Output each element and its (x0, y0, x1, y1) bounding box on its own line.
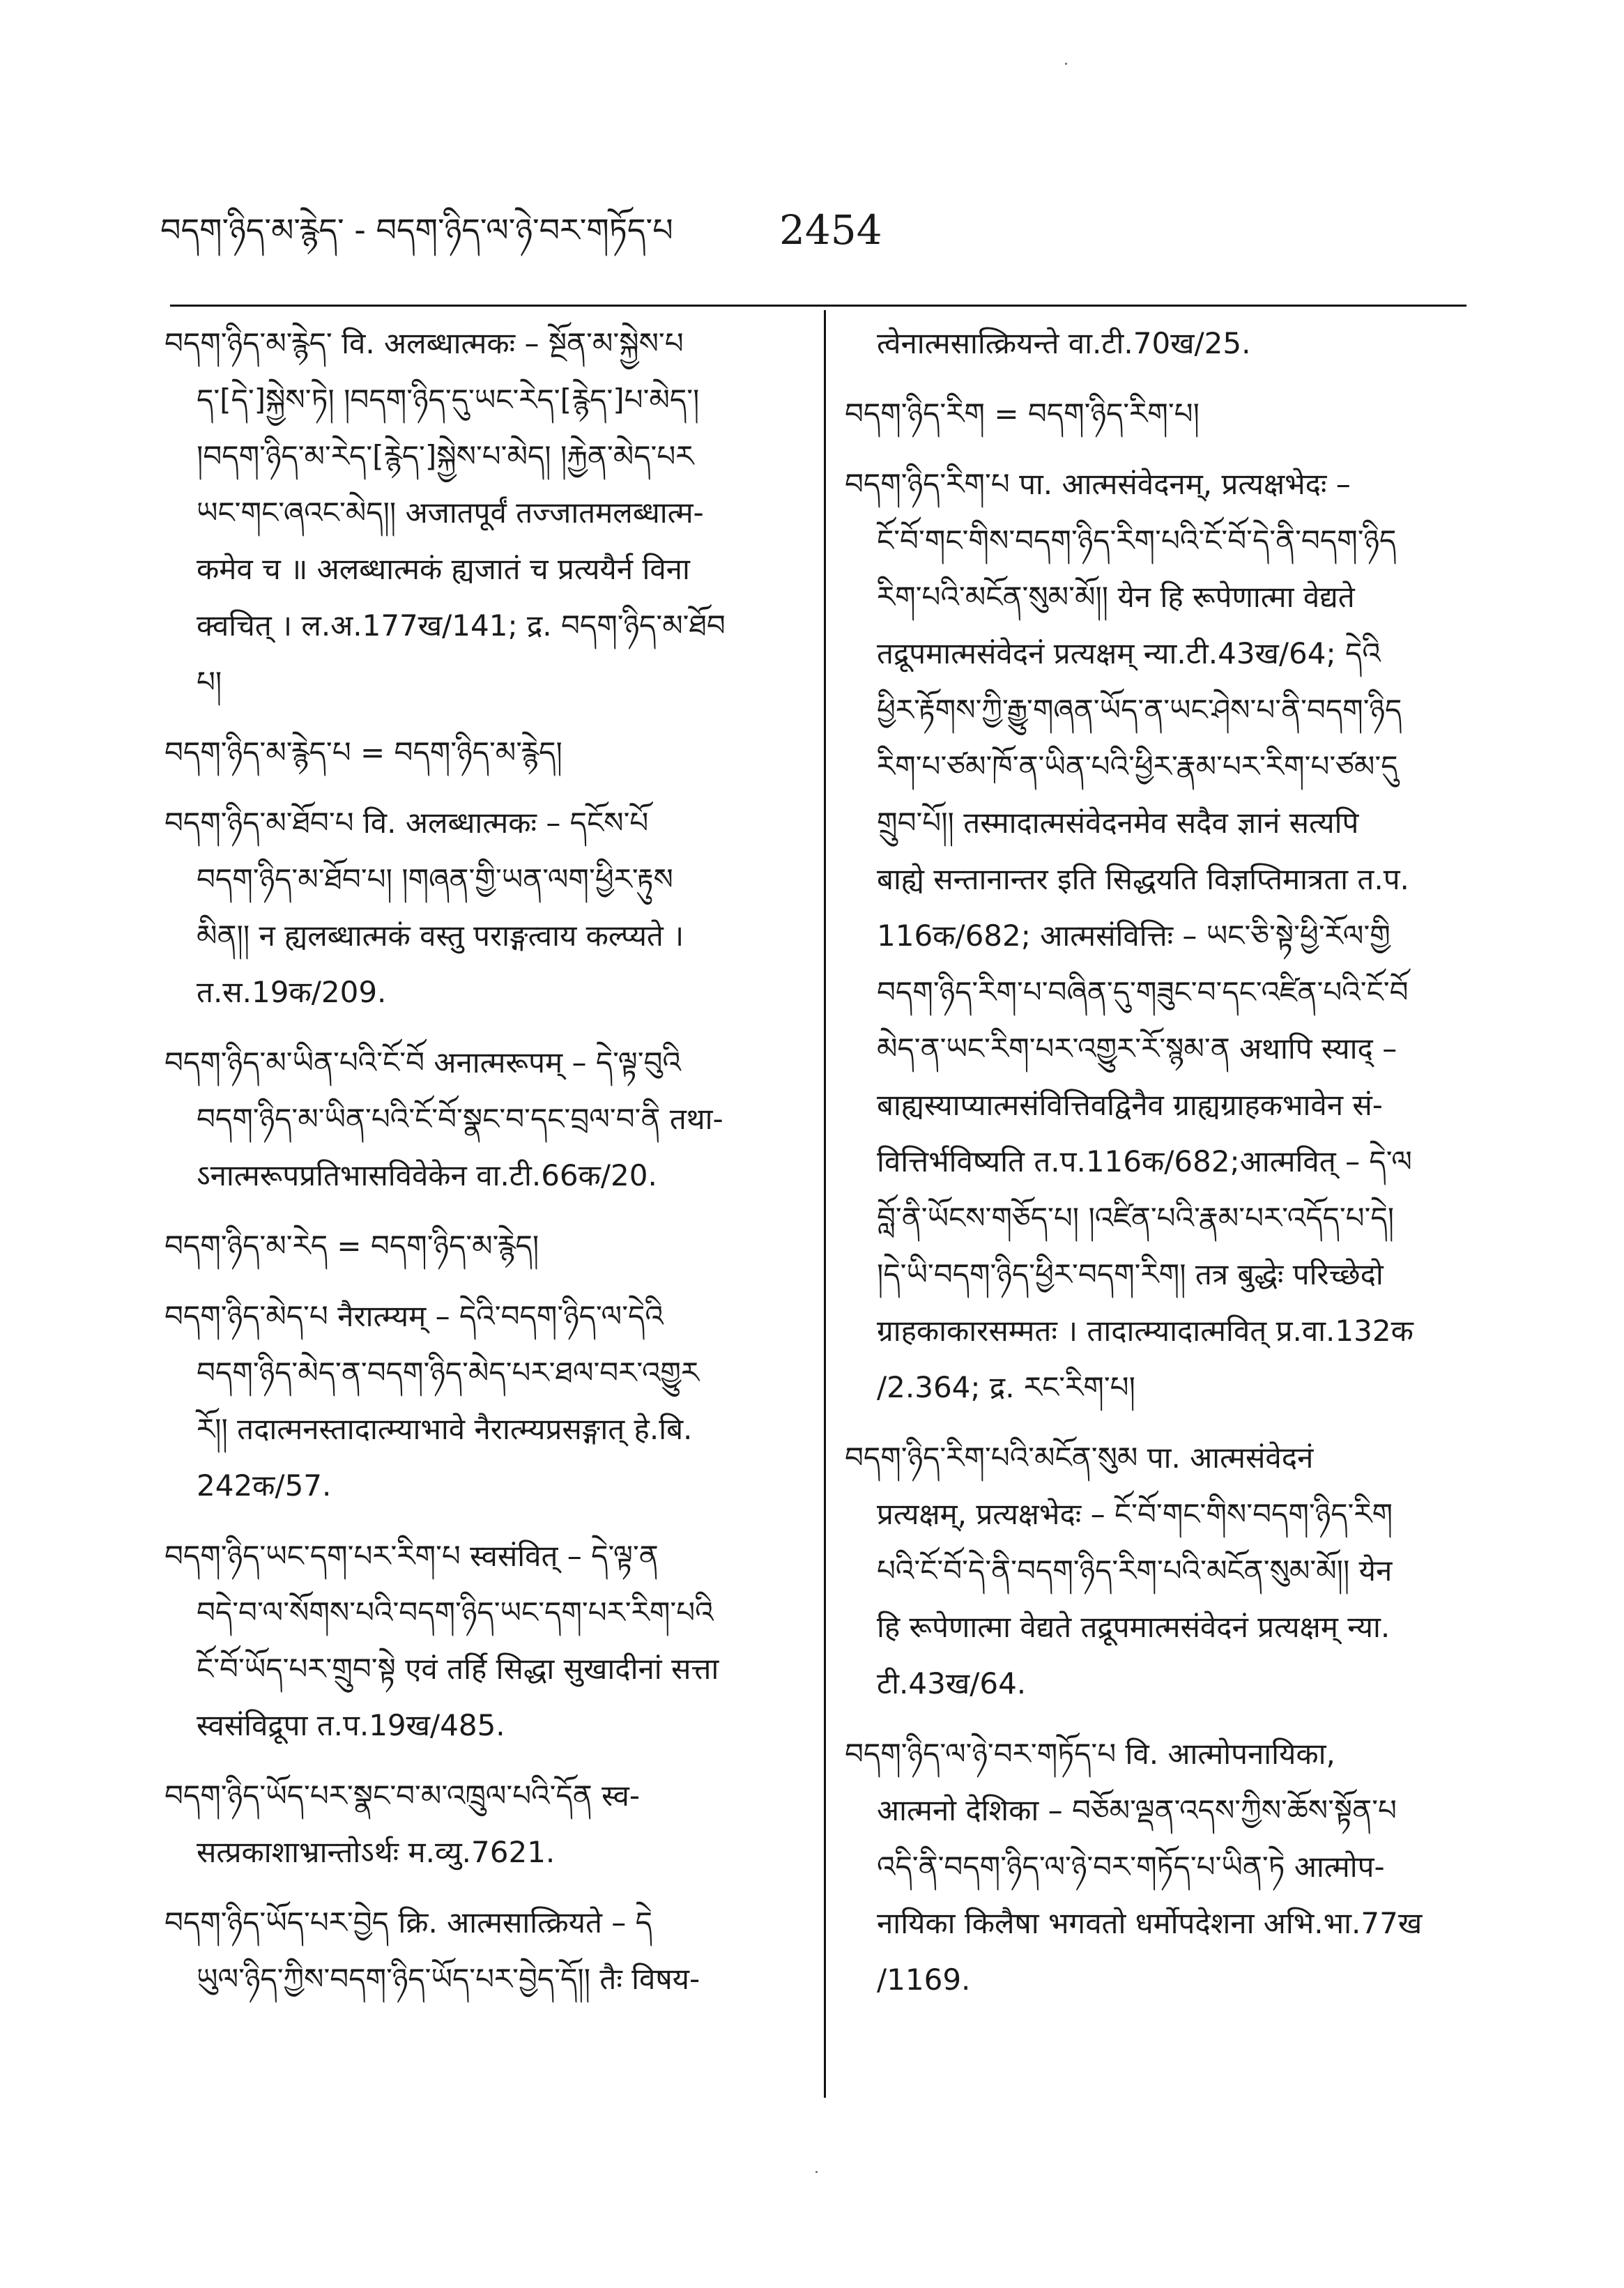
entry-line: བདག་ཉིད་མེད་ན་བདག་ཉིད་མེད་པར་ཐལ་བར་འགྱུར (197, 1356, 700, 1390)
entry-line: तद्रूपमात्मसंवेदनं प्रत्यक्षम् न्या.टी.43ख/64; དེའི (877, 636, 1381, 670)
entry-line: टी.43ख/64. (877, 1666, 1027, 1700)
dictionary-entry (164, 1767, 792, 1880)
entry-line: བདག་ཉིད་རིག་པ་བཞིན་དུ་གཟུང་བ་དང་འཛིན་པའི་ངོ་བོ (877, 975, 1409, 1009)
entry-line: ཡུལ་ཉིད་ཀྱིས་བདག་ཉིད་ཡོད་པར་བྱེད་དོ།། तैः विषय- (197, 1962, 700, 1996)
entry-line: བདག་ཉིད་ལ་ཉེ་བར་གཏོད་པ वि. आत्मोपनायिका, (845, 1737, 1335, 1771)
right-column (845, 315, 1458, 2022)
entry-line: བདག་ཉིད་རིག = བདག་ཉིད་རིག་པ། (845, 397, 1200, 431)
scan-speck (815, 2171, 818, 2173)
dictionary-entry (164, 724, 792, 781)
entry-line: བདག་ཉིད་མ་རྙེད་པ = བདག་ཉིད་མ་རྙེད། (164, 735, 562, 769)
entry-line: आत्मनो देशिका – བཅོམ་ལྡན་འདས་ཀྱིས་ཆོས་སྟོན་པ (877, 1793, 1397, 1827)
entry-line: नायिका किलैषा भगवतो धर्मोपदेशना अभि.भा.77ख (877, 1906, 1423, 1940)
entry-line: རིག་པའི་མངོན་སུམ་མོ།། येन हि रूपेणात्मा वेद्यते (877, 580, 1355, 614)
entry-line: ངོ་བོ་གང་གིས་བདག་ཉིད་རིག་པའི་ངོ་བོ་དེ་ནི་བདག་ཉིད (877, 523, 1397, 558)
entry-line: བློ་ནི་ཡོངས་གཅོད་པ། །འཛིན་པའི་རྣམ་པར་འདོད་པ་དེ། (877, 1201, 1395, 1235)
entry-line: ད་[དེ་]སྐྱེས་ཏེ། །བདག་ཉིད་དུ་ཡང་རེད་[རྙེད་]པ་མེད་། (197, 383, 700, 417)
scan-speck (1065, 63, 1067, 65)
column-divider (824, 310, 826, 2098)
entry-line: པའི་ངོ་བོ་དེ་ནི་བདག་ཉིད་རིག་པའི་མངོན་སུམ་མོ།། येन (877, 1553, 1393, 1588)
entry-line: त.स.19क/209. (197, 975, 387, 1009)
entry-line: ཕྱིར་རྟོགས་ཀྱི་རྒྱུ་གཞན་ཡོད་ན་ཡང་ཤེས་པ་ནི་བདག་ཉིད (877, 693, 1402, 727)
entry-line: स्वसंविद्रूपा त.प.19ख/485. (197, 1708, 505, 1742)
entry-line: བདག་ཉིད་མེད་པ नैरात्म्यम् – དེའི་བདག་ཉིད་ལ་དེའི (164, 1299, 664, 1333)
entry-line: གྲུབ་པོ།། तस्मादात्मसंवेदनमेव सदैव ज्ञानं सत्यपि (877, 806, 1359, 840)
entry-line: །བདག་ཉིད་མ་རེད་[རྙེད་]སྐྱེས་པ་མེད། །རྐྱེན་མེད་པར (197, 439, 694, 473)
dictionary-entry (164, 1218, 792, 1274)
entry-line: མེད་ན་ཡང་རིག་པར་འགྱུར་རོ་སྙམ་ན अथापि स्याद् – (877, 1031, 1397, 1066)
dictionary-entry (164, 794, 792, 1020)
entry-line: བདག་ཉིད་མ་རྙེད་ वि. अलब्धात्मकः – སྔོན་མ་སྐྱེས་པ (164, 326, 684, 360)
dictionary-entry (845, 315, 1458, 371)
entry-line: प्रत्यक्षम्, प्रत्यक्षभेदः – ངོ་བོ་གང་གིས་བདག་ཉིད་རིག (877, 1497, 1393, 1531)
entry-line: བདག་ཉིད་ཡོད་པར་བྱེད क्रि. आत्मसात्क्रियते – དེ (164, 1905, 652, 1940)
entry-line: 242क/57. (197, 1468, 332, 1503)
dictionary-entry (164, 1528, 792, 1753)
entry-line: བདག་ཉིད་མ་ཐོབ་པ वि. अलब्धात्मकः – དངོས་པོ (164, 806, 649, 840)
entry-line: ཡང་གང་ཞའང་མེད།། अजातपूर्वं तज्जातमलब्धात्म- (197, 496, 704, 530)
entry-line: རོ།། तदात्मनस्तादात्म्याभावे नैरात्म्यप्रसङ्गात् हे.बि. (197, 1412, 693, 1446)
running-head: བདག་ཉིད་མ་རྙེད་ - བདག་ཉིད་ལ་ཉེ་བར་གཏོད་པ (160, 211, 673, 249)
entry-line: त्वेनात्मसात्क्रियन्ते वा.टी.70ख/25. (877, 326, 1251, 360)
entry-line: མིན།། न ह्यलब्धात्मकं वस्तु पराङ्गत्वाय कल्प्यते । (197, 919, 684, 953)
entry-line: བདག་ཉིད་ཡང་དག་པར་རིག་པ स्वसंवित् – དེ་ལྟ་ན (164, 1539, 659, 1573)
entry-line: वित्तिर्भविष्यति त.प.116क/682;आत्मवित् – དེ་ལ (877, 1144, 1412, 1178)
left-column (164, 315, 792, 2021)
dictionary-entry (164, 1894, 792, 2007)
entry-line: /1169. (877, 1963, 971, 1997)
entry-line: 116क/682; आत्मसंवित्तिः – ཡང་ཅི་སྟེ་ཕྱི་རོལ་གྱི (877, 919, 1391, 953)
entry-line: བདག་ཉིད་མ་ཡིན་པའི་ངོ་བོ་སྣང་བ་དང་བྲལ་བ་ནི तथा- (197, 1102, 723, 1136)
entry-line: བདག་ཉིད་མ་ཡིན་པའི་ངོ་བོ अनात्मरूपम् – དེ་ལྟ་བུའི (164, 1045, 681, 1080)
header-rule (170, 305, 1466, 307)
entry-line: བདག་ཉིད་མ་རེད = བདག་ཉིད་མ་རྙེད། (164, 1229, 539, 1263)
dictionary-entry (164, 315, 792, 710)
entry-line: ग्राहकाकारसम्मतः । तादात्म्यादात्मवित् प्र.वा.132क (877, 1314, 1414, 1348)
dictionary-entry (164, 1034, 792, 1204)
dictionary-entry (845, 1429, 1458, 1712)
dictionary-entry (845, 456, 1458, 1415)
entry-line: རིག་པ་ཙམ་ཁོ་ན་ཡིན་པའི་ཕྱིར་རྣམ་པར་རིག་པ་ཙམ་དུ (877, 749, 1398, 783)
entry-line: འདི་ནི་བདག་ཉིད་ལ་ཉེ་བར་གཏོད་པ་ཡིན་ཏེ आत्मोप- (877, 1850, 1385, 1884)
entry-line: /2.364; द्र. རང་རིག་པ། (877, 1370, 1135, 1404)
entry-line: བདེ་བ་ལ་སོགས་པའི་བདག་ཉིད་ཡང་དག་པར་རིག་པའི (197, 1595, 714, 1629)
entry-line: །དེ་ཡི་བདག་ཉིད་ཕྱིར་བདག་རིག། तत्र बुद्धेः परिच्छेदो (877, 1257, 1384, 1291)
entry-line: सत्प्रकाशाभ्रान्तोऽर्थः म.व्यु.7621. (197, 1835, 556, 1869)
entry-line: བདག་ཉིད་མ་ཐོབ་པ། །གཞན་གྱི་ཡན་ལག་ཕྱིར་རྟུས (197, 862, 673, 896)
dictionary-entry (845, 385, 1458, 442)
entry-line: པ། (197, 665, 222, 699)
dictionary-entry (845, 1726, 1458, 2008)
entry-line: हि रूपेणात्मा वेद्यते तद्रूपमात्मसंवेदनं प्रत्यक्षम् न्या. (877, 1610, 1391, 1644)
entry-line: कमेव च ॥ अलब्धात्मकं ह्यजातं च प्रत्ययैर्न विना (197, 552, 690, 586)
entry-line: ངོ་བོ་ཡོད་པར་གྲུབ་སྟེ एवं तर्हि सिद्धा सुखादीनां सत्ता (197, 1652, 719, 1686)
entry-line: क्वचित् । ल.अ.177ख/141; द्र. བདག་ཉིད་མ་ཐོབ (197, 608, 726, 643)
entry-line: བདག་ཉིད་ཡོད་པར་སྣང་བ་མ་འཁྲུལ་པའི་དོན स्व- (164, 1779, 640, 1813)
entry-line: बाह्ये सन्तानान्तर इति सिद्धयति विज्ञप्तिमात्रता त.प. (877, 862, 1409, 896)
page-number: 2454 (779, 206, 882, 254)
entry-line: ऽनात्मरूपप्रतिभासविवेकेन वा.टी.66क/20. (197, 1158, 657, 1192)
dictionary-entry (164, 1288, 792, 1514)
entry-line: བདག་ཉིད་རིག་པའི་མངོན་སུམ पा. आत्मसंवेदनं (845, 1441, 1314, 1475)
entry-line: बाह्यस्याप्यात्मसंवित्तिवद्विनैव ग्राह्यग्राहकभावेन सं- (877, 1088, 1383, 1122)
entry-line: བདག་ཉིད་རིག་པ पा. आत्मसंवेदनम्, प्रत्यक्षभेदः – (845, 467, 1351, 501)
